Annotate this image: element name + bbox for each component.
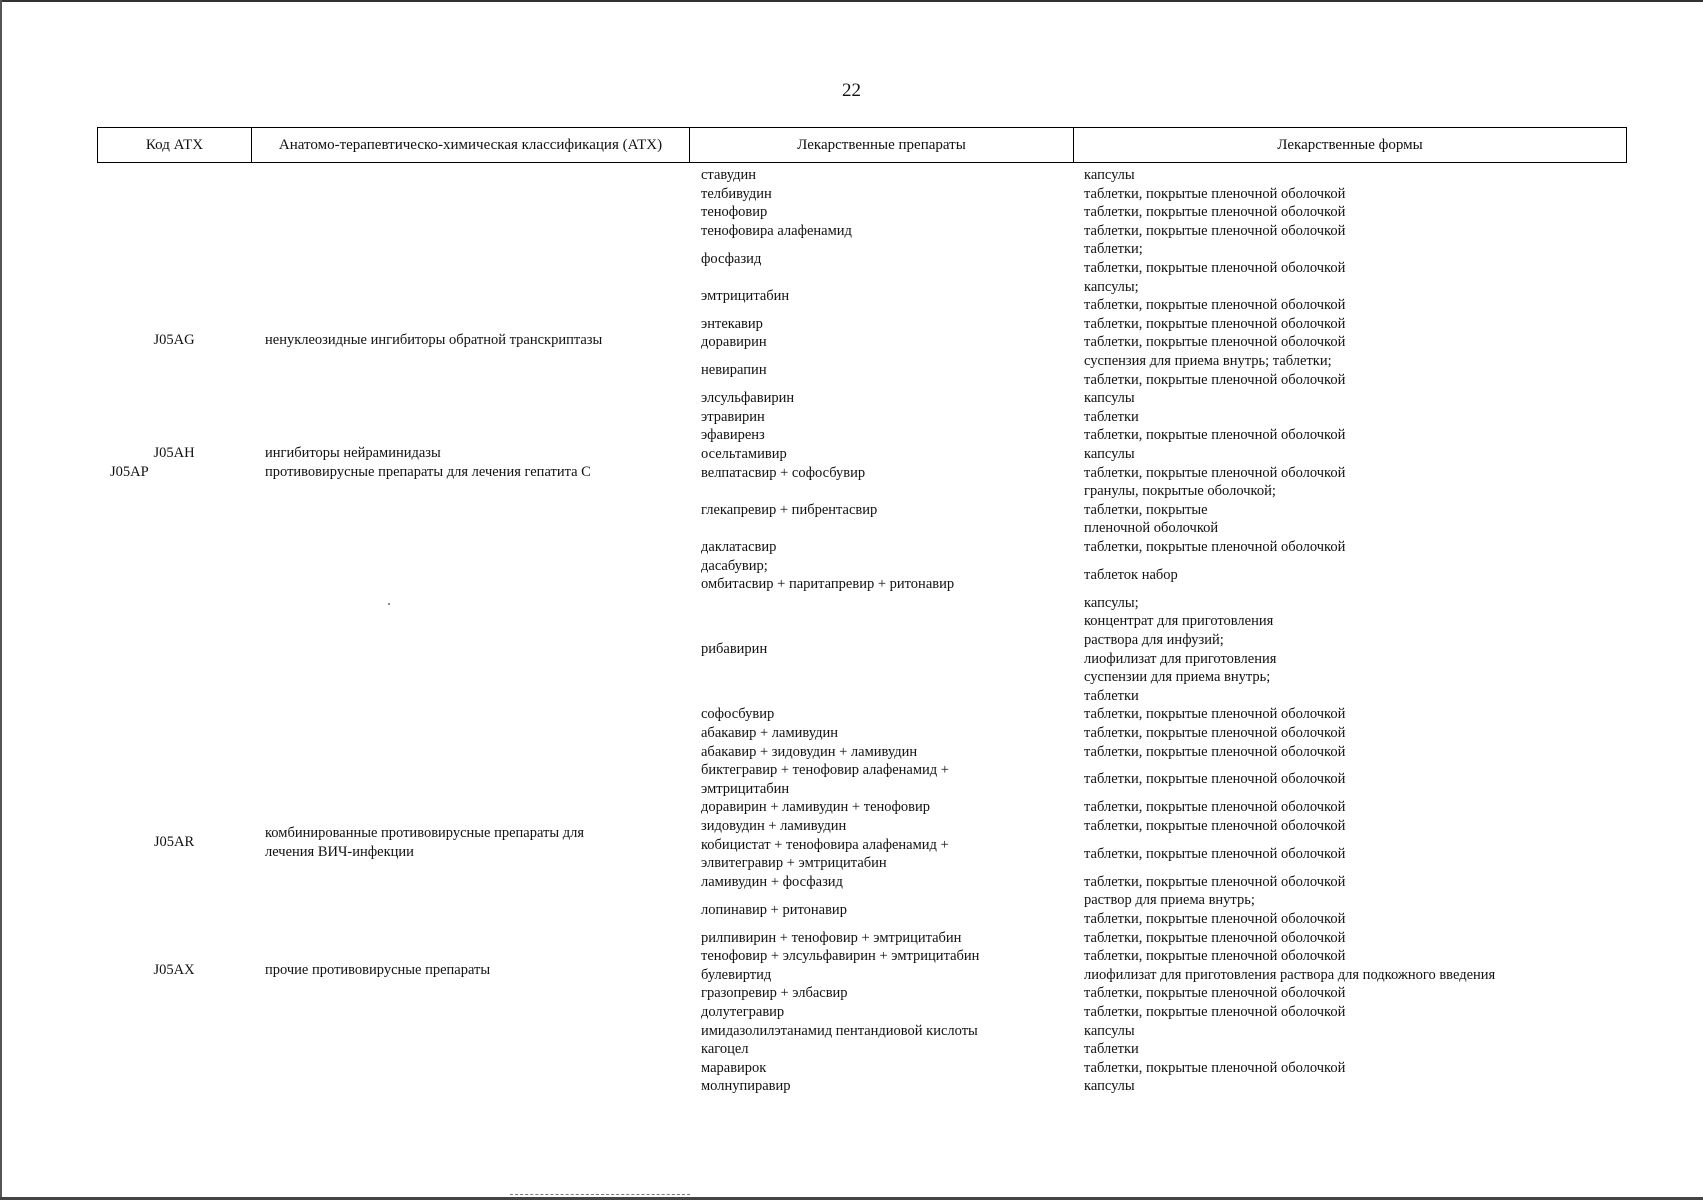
dosage-form-line: капсулы [1084,167,1135,183]
dosage-form-line: таблетки, покрытые пленочной оболочкой [1084,743,1346,760]
dosage-form-line: таблетки, покрытые пленочной оболочкой [1084,334,1346,351]
table-body [97,166,1627,1166]
atc-classification: ингибиторы нейраминидазы [265,445,441,461]
drug-name-line: рилпивирин + тенофовир + эмтрицитабин [701,929,962,946]
table-row [97,222,1627,241]
drug-name-line: тенофовир [701,204,768,221]
dosage-form-line: таблетки, покрытые пленочной оболочкой [1084,464,1346,481]
table-row [97,873,1627,892]
dosage-form [1084,185,1624,204]
table-row [97,891,1627,928]
drug-name-line: невирапин [701,362,767,379]
dosage-form [1084,1003,1624,1022]
drug-name [701,185,1071,204]
drug-name-line: кагоцел [701,1041,749,1058]
dosage-form-line: таблеток набор [1084,566,1178,583]
dosage-form-line: таблетки, покрытые пленочной оболочкой [1084,222,1346,239]
drug-name [701,389,1071,408]
dosage-form-line: капсулы [1084,1078,1135,1095]
table-row [97,1077,1627,1096]
dosage-form-line: таблетки, покрытые пленочной оболочкой [1084,873,1346,890]
dosage-form [1084,557,1624,594]
drug-name-line: эфавиренз [701,427,765,444]
drug-name-line: энтекавир [701,315,763,332]
dosage-form-line: таблетки, покрытые пленочной оболочкой [1084,204,1346,221]
drug-name-line: рибавирин [701,641,768,658]
dosage-form [1084,594,1624,706]
drug-name [701,929,1071,948]
atc-classification-line: лечения ВИЧ-инфекции [265,843,414,860]
table-row [97,464,1627,483]
table-row [97,1022,1627,1041]
atc-classification: прочие противовирусные препараты [265,962,491,978]
scan-artifact [510,1194,690,1197]
dosage-form [1084,203,1624,222]
dosage-form-line: таблетки, покрытые пленочной оболочкой [1084,297,1346,314]
drug-name-line: биктегравир + тенофовир алафенамид + [701,762,949,779]
dosage-form [1084,798,1624,817]
atc-code: J05AX [153,962,195,978]
dosage-form [1084,705,1624,724]
drug-name [701,408,1071,427]
drug-name [701,761,1071,798]
drug-name [701,166,1071,185]
drug-name-line: лопинавир + ритонавир [701,901,847,918]
drug-name-line: зидовудин + ламивудин [701,818,847,834]
table-row [97,482,1627,538]
header-code: Код АТХ [98,128,252,162]
drug-name-line: имидазолилэтанамид пентандиовой кислоты [701,1022,978,1039]
drug-name [701,891,1071,928]
dosage-form [1084,724,1624,743]
drug-name [701,1040,1071,1059]
dosage-form-line: суспензия для приема внутрь; таблетки; [1084,353,1332,369]
drug-name [701,984,1071,1003]
atc-classification: ненуклеозидные ингибиторы обратной транскриптазы [265,332,603,348]
dosage-form [1084,1022,1624,1041]
drug-name [701,724,1071,743]
drug-name-line: абакавир + ламивудин [701,725,838,741]
drug-name-line: фосфазид [701,250,762,267]
drug-name [701,594,1071,706]
drug-name-line: дасабувир; [701,557,768,574]
dosage-form-line: таблетки, покрытые пленочной оболочкой [1084,725,1346,741]
table-row [97,724,1627,743]
dosage-form [1084,947,1624,966]
table-row [97,185,1627,204]
drug-name-line: элсульфавирин [701,390,795,407]
drug-name [701,315,1071,334]
dosage-form-line: таблетки, покрытые пленочной оболочкой [1084,539,1346,555]
dosage-form-line: раствор для приема внутрь; [1084,892,1255,909]
table-row [97,408,1627,427]
dosage-form [1084,389,1624,408]
drug-name [701,445,1071,464]
dosage-form [1084,984,1624,1003]
table-row [97,389,1627,408]
dosage-form-line: таблетки, покрытые пленочной оболочкой [1084,929,1346,946]
dosage-form-line: капсулы [1084,390,1135,407]
dosage-form-line: таблетки, покрытые пленочной оболочкой [1084,948,1346,965]
atc-code: J05AP [110,464,149,480]
dosage-form-line: таблетки, покрытые пленочной оболочкой [1084,1059,1346,1076]
table-row [97,445,1627,464]
dosage-form-line: таблетки, покрытые пленочной оболочкой [1084,845,1346,862]
dosage-form [1084,315,1624,334]
table-row [97,929,1627,948]
table-row [97,947,1627,966]
drug-name-line: тенофовира алафенамид [701,222,852,239]
dosage-form-line: раствора для инфузий; [1084,632,1224,648]
dosage-form-line: таблетки, покрытые пленочной оболочкой [1084,371,1346,388]
table-row [97,1059,1627,1078]
header-classification: Анатомо-терапевтическо-химическая классификация (АТХ) [252,128,690,162]
dosage-form-line: капсулы [1084,446,1135,462]
drug-name-line: доравирин [701,334,767,351]
dosage-form [1084,1040,1624,1059]
dosage-form [1084,761,1624,798]
table-row [97,594,1627,706]
drug-name [701,743,1071,762]
drug-name-line: эмтрицитабин [701,780,790,797]
table-row [97,966,1627,985]
dosage-form [1084,873,1624,892]
dosage-form-line: капсулы; [1084,594,1139,611]
table-row [97,798,1627,817]
dosage-form [1084,445,1624,464]
drug-name [701,352,1071,389]
drug-name [701,482,1071,538]
dosage-form [1084,1077,1624,1096]
header-forms: Лекарственные формы [1277,136,1423,153]
drug-name-line: глекапревир + пибрентасвир [701,501,878,518]
dosage-form-line: концентрат для приготовления [1084,613,1274,630]
drug-name-line: осельтамивир [701,446,787,462]
dosage-form-line: таблетки, покрытые пленочной оболочкой [1084,985,1346,1002]
drug-name-line: маравирок [701,1059,767,1076]
table-row [97,1003,1627,1022]
drug-name [701,798,1071,817]
drug-name [701,1003,1071,1022]
drug-name-line: булевиртид [701,966,772,983]
drug-name-line: молнупиравир [701,1078,791,1095]
drug-name-line: ламивудин + фосфазид [701,873,843,890]
drug-name-line: велпатасвир + софосбувир [701,464,866,481]
dosage-form [1084,836,1624,873]
atc-classification-line: комбинированные противовирусные препараты для [265,825,585,841]
table-row [97,352,1627,389]
dosage-form-line: лиофилизат для приготовления раствора для подкожного введения [1084,966,1496,983]
dosage-form-line: таблетки, покрытые пленочной оболочкой [1084,185,1346,202]
dosage-form [1084,222,1624,241]
header-drugs: Лекарственные препараты [690,128,1074,162]
drug-name-line: кобицистат + тенофовира алафенамид + [701,836,949,853]
drug-name [701,1059,1071,1078]
dosage-form-line: таблетки, покрытые [1084,501,1208,518]
drug-name [701,705,1071,724]
drug-name-line: абакавир + зидовудин + ламивудин [701,743,918,760]
table-row [97,278,1627,315]
dosage-form [1084,333,1624,352]
dosage-form-line: гранулы, покрытые оболочкой; [1084,483,1276,500]
drug-name-line: доравирин + ламивудин + тенофовир [701,799,931,816]
dosage-form [1084,966,1624,985]
drug-name-line: этравирин [701,408,765,425]
dosage-form-line: капсулы; [1084,278,1139,295]
drug-name [701,966,1071,985]
dosage-form [1084,891,1624,928]
drug-name-line: телбивудин [701,185,772,202]
table-row [97,426,1627,445]
table-row [97,761,1627,798]
dosage-form-line: таблетки [1084,408,1139,425]
dosage-form-line: лиофилизат для приготовления [1084,650,1277,667]
drug-name [701,947,1071,966]
table-row [97,333,1627,352]
dosage-form-line: таблетки, покрытые пленочной оболочкой [1084,315,1346,332]
dosage-form [1084,408,1624,427]
dosage-form [1084,929,1624,948]
dosage-form-line: таблетки; [1084,241,1143,258]
table-row [97,315,1627,334]
table-row [97,705,1627,724]
table-row [97,240,1627,277]
page-number: 22 [842,80,861,101]
table-row [97,836,1627,873]
drug-name [701,222,1071,241]
dosage-form-line: таблетки, покрытые пленочной оболочкой [1084,818,1346,834]
scan-edge-top [0,0,1703,2]
dosage-form-line: капсулы [1084,1022,1135,1039]
atc-classification: противовирусные препараты для лечения гепатита С [265,464,591,480]
scan-edge-left [0,0,2,1200]
dosage-form [1084,464,1624,483]
dosage-form-line: таблетки, покрытые пленочной оболочкой [1084,1004,1346,1020]
dosage-form [1084,240,1624,277]
dosage-form [1084,278,1624,315]
drug-name [701,464,1071,483]
dosage-form [1084,817,1624,836]
atc-code: J05AH [153,445,195,461]
dosage-form [1084,426,1624,445]
drug-name [701,873,1071,892]
table-row [97,743,1627,762]
drug-name-line: омбитасвир + паритапревир + ритонавир [701,576,955,593]
drug-name-line: элвитегравир + эмтрицитабин [701,855,887,872]
dosage-form [1084,166,1624,185]
drug-name [701,426,1071,445]
drug-name [701,333,1071,352]
dosage-form-line: суспензии для приема внутрь; [1084,669,1271,686]
drug-name-line: гразопревир + элбасвир [701,985,848,1002]
table-row [97,538,1627,557]
dosage-form-line: таблетки [1084,687,1139,704]
drug-name [701,557,1071,594]
drug-name [701,240,1071,277]
dosage-form [1084,482,1624,538]
table-row [97,817,1627,836]
drug-name [701,538,1071,557]
drug-name [701,278,1071,315]
drug-name-line: долутегравир [701,1004,785,1020]
table-row [97,557,1627,594]
drug-name [701,1022,1071,1041]
drug-name-line: даклатасвир [701,539,777,555]
drug-name-line: эмтрицитабин [701,287,790,304]
drug-name [701,836,1071,873]
atc-code: J05AG [153,332,195,348]
drug-name-line: софосбувир [701,706,775,723]
scan-speck [388,603,390,605]
atc-code: J05AR [153,834,195,850]
drug-name [701,203,1071,222]
drug-name-line: тенофовир + элсульфавирин + эмтрицитабин [701,948,980,965]
dosage-form-line: таблетки [1084,1041,1139,1058]
drug-name-line: ставудин [701,167,756,183]
table-row [97,166,1627,185]
table-header [97,127,1627,163]
dosage-form [1084,743,1624,762]
dosage-form-line: таблетки, покрытые пленочной оболочкой [1084,910,1346,927]
dosage-form-line: пленочной оболочкой [1084,520,1219,537]
dosage-form-line: таблетки, покрытые пленочной оболочкой [1084,799,1346,816]
drug-name [701,817,1071,836]
table-row [97,1040,1627,1059]
dosage-form [1084,538,1624,557]
table-row [97,203,1627,222]
dosage-form-line: таблетки, покрытые пленочной оболочкой [1084,706,1346,723]
dosage-form-line: таблетки, покрытые пленочной оболочкой [1084,259,1346,276]
dosage-form [1084,1059,1624,1078]
table-row [97,984,1627,1003]
dosage-form [1084,352,1624,389]
dosage-form-line: таблетки, покрытые пленочной оболочкой [1084,427,1346,444]
drug-name [701,1077,1071,1096]
dosage-form-line: таблетки, покрытые пленочной оболочкой [1084,771,1346,788]
